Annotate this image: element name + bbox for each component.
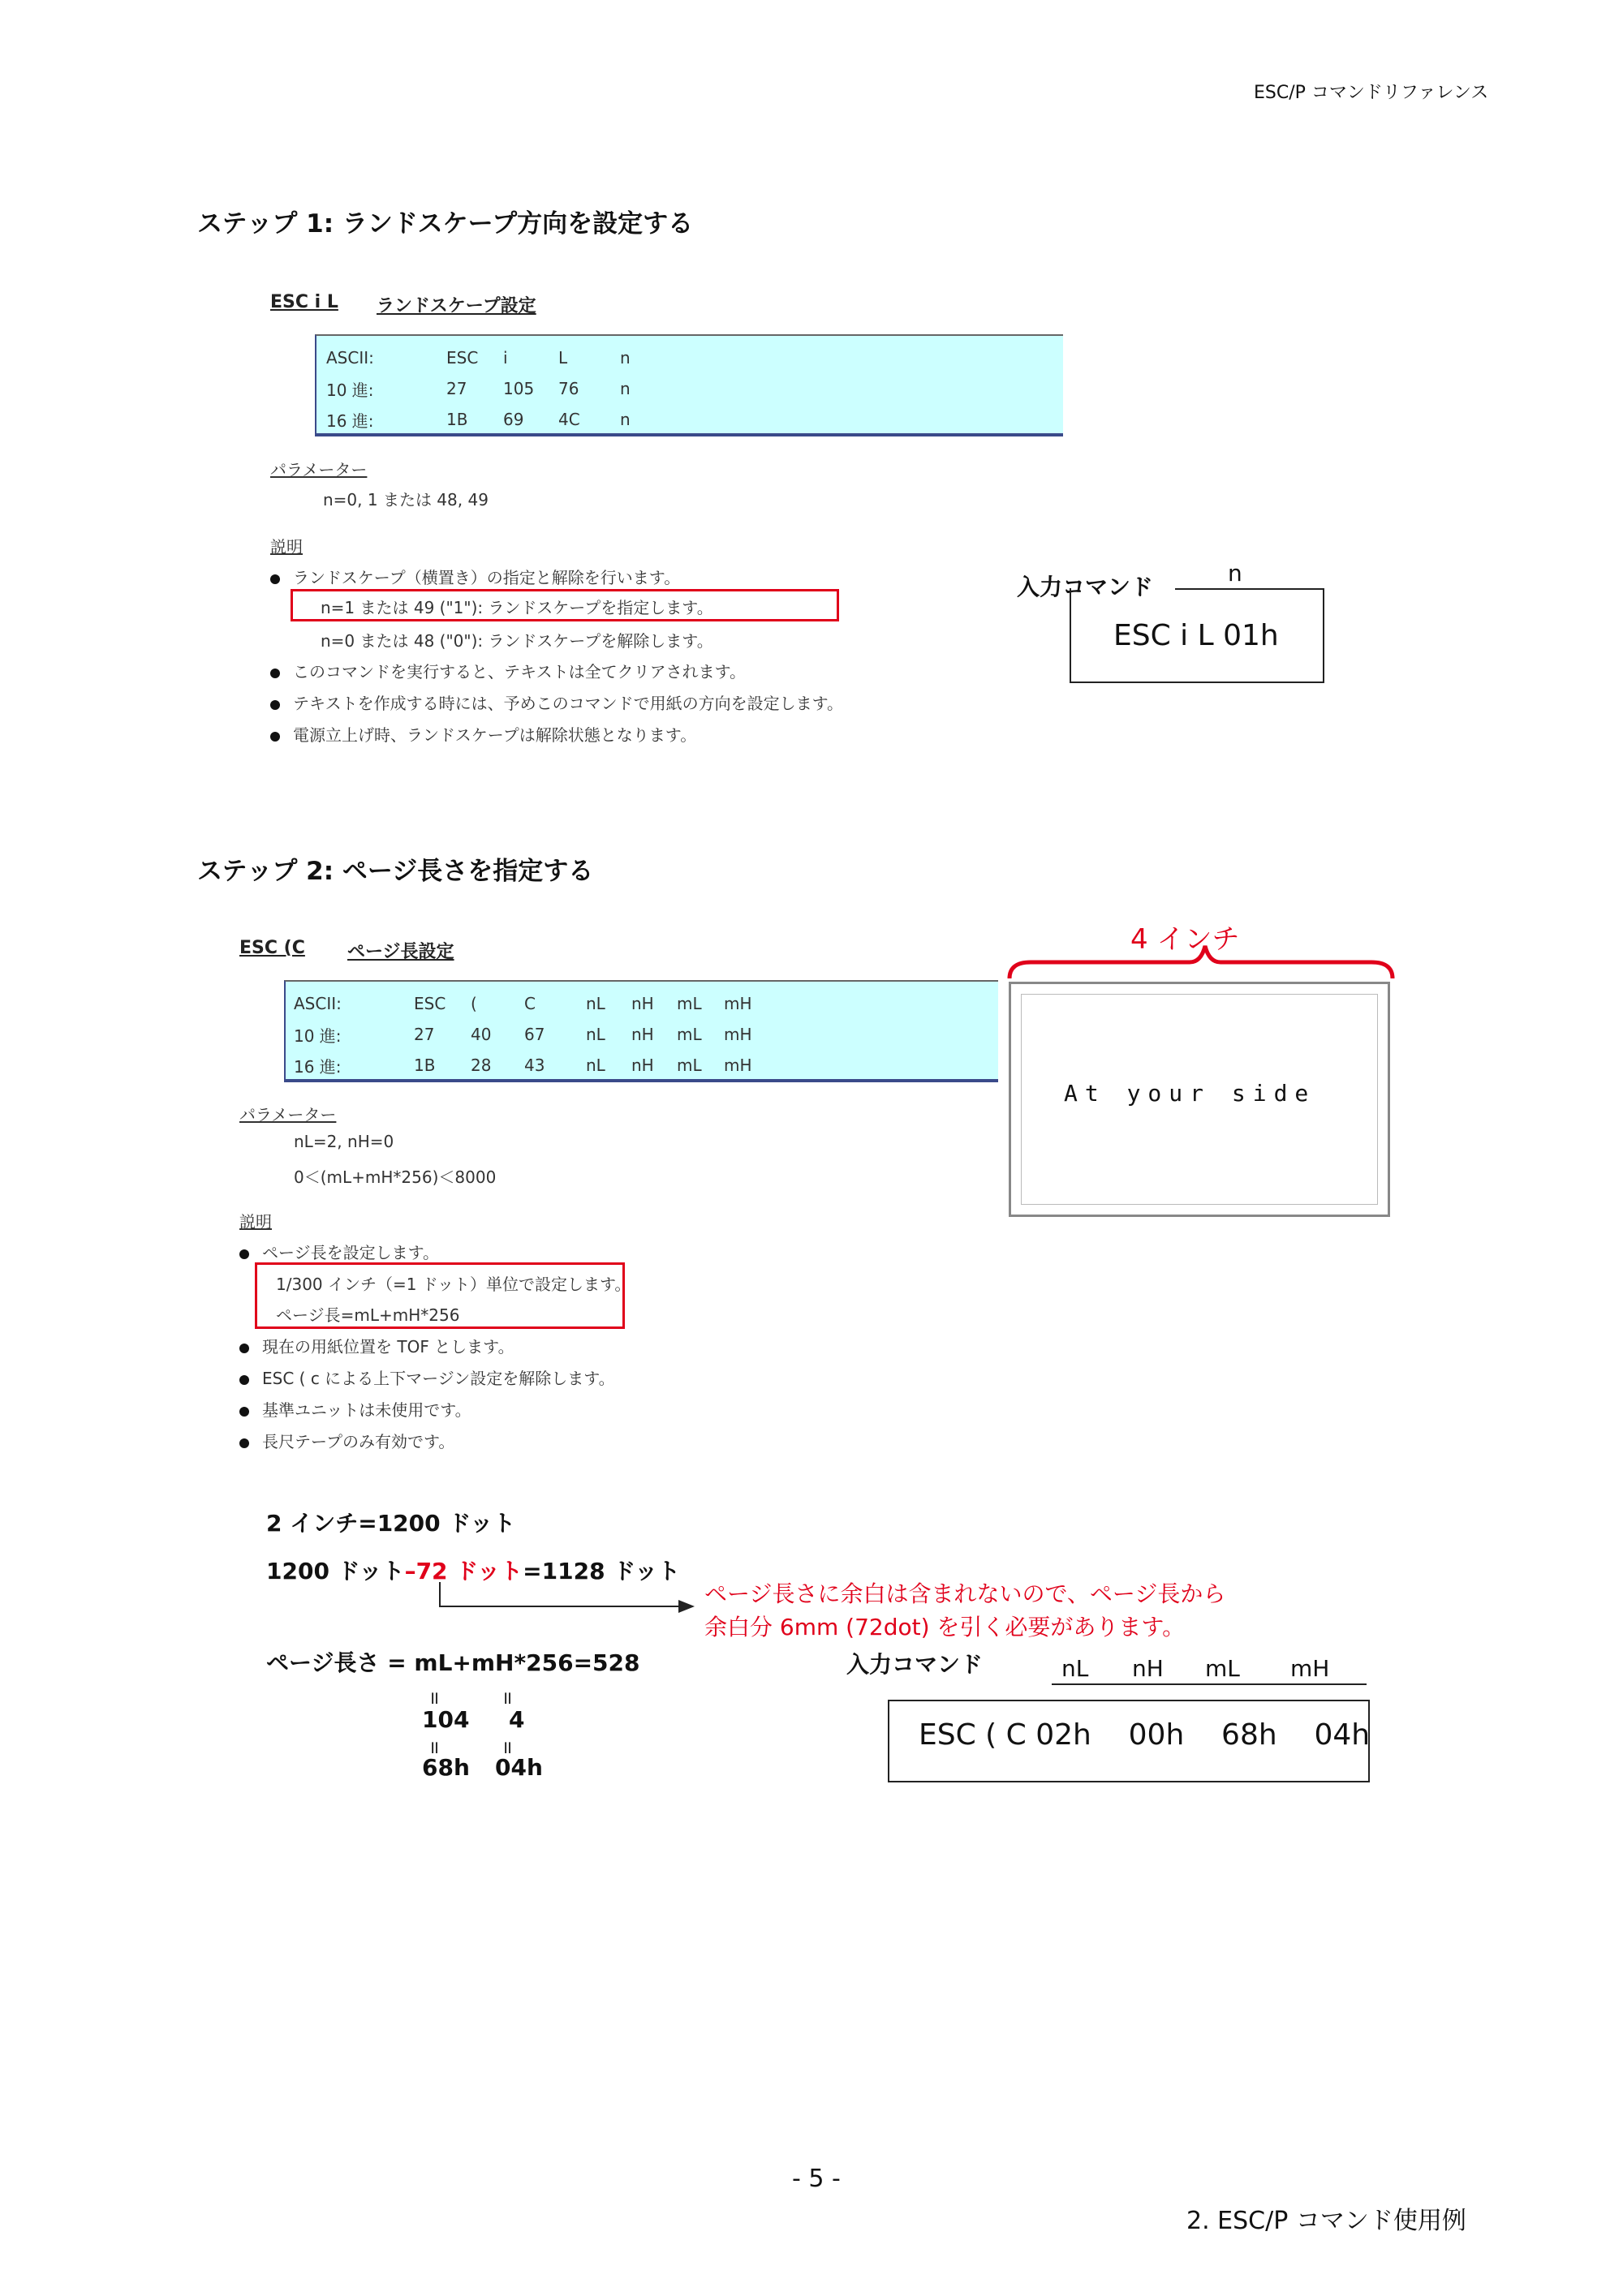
width-brace — [1006, 941, 1396, 982]
step1-heading: ステップ 1: ランドスケープ方向を設定する — [197, 209, 694, 239]
step2-bullet-3 — [239, 1365, 615, 1389]
step1-input-command: ESC i L 01h — [1113, 619, 1279, 652]
step1-desc-heading: 説明 — [270, 537, 303, 557]
header-title: ESC/P コマンドリファレンス — [1254, 83, 1489, 103]
eq-sign: ॥ — [428, 1688, 440, 1709]
calc-line-2 — [266, 1554, 680, 1586]
calc-dots: 1200 ドット — [266, 1558, 405, 1584]
row-label: ASCII: — [294, 994, 342, 1013]
param-label-ml: mL — [1205, 1655, 1240, 1682]
table-cell: nL — [586, 1025, 605, 1044]
table-cell: nL — [586, 994, 605, 1013]
table-cell: mL — [677, 1056, 702, 1075]
table-cell: C — [524, 994, 536, 1013]
step1-bullet-2 — [270, 659, 746, 682]
step2-heading: ステップ 2: ページ長さを指定する — [197, 857, 594, 886]
table-row — [294, 988, 752, 1019]
hex-mh: 04h — [495, 1754, 543, 1781]
table-cell: mL — [677, 1025, 702, 1044]
bullet-dot — [270, 700, 280, 710]
step1-param-heading: パラメーター — [270, 460, 368, 479]
bullet-text: 現在の用紙位置を TOF とします。 — [262, 1337, 514, 1357]
step1-sub-2: n=0 または 48 ("0"): ランドスケープを解除します。 — [321, 631, 713, 651]
step2-bullet-5 — [239, 1429, 454, 1452]
step1-input-label: 入力コマンド — [1017, 574, 1154, 600]
table-cell: 1B — [446, 410, 468, 429]
table-cell: nL — [586, 1056, 605, 1075]
table-cell: nH — [631, 1025, 654, 1044]
step2-command-table — [284, 980, 998, 1082]
calc-margin: –72 ドット — [404, 1558, 523, 1584]
hex-ml: 68h — [422, 1754, 470, 1781]
table-cell: 40 — [471, 1025, 492, 1044]
eq-sign: ॥ — [502, 1738, 513, 1758]
table-cell: ESC — [446, 348, 479, 368]
step2-desc-heading: 説明 — [239, 1212, 272, 1232]
table-cell: mH — [724, 1025, 752, 1044]
table-cell: mL — [677, 994, 702, 1013]
page-number: - 5 - — [792, 2165, 841, 2193]
bullet-dot — [239, 1344, 249, 1353]
row-label: 10 進: — [326, 380, 374, 400]
table-cell: 67 — [524, 1025, 545, 1044]
table-cell: 76 — [558, 379, 579, 398]
bullet-dot — [270, 732, 280, 742]
step1-cmd-desc: ランドスケープ設定 — [377, 296, 536, 316]
param-label-mh: mH — [1290, 1655, 1330, 1682]
table-cell: ( — [471, 994, 477, 1013]
table-cell: 27 — [446, 379, 467, 398]
bullet-dot — [270, 574, 280, 584]
table-cell: n — [620, 379, 631, 398]
table-cell: n — [620, 348, 631, 368]
label-preview-text: At your side — [1064, 1080, 1316, 1107]
value-ml: 104 — [422, 1706, 470, 1733]
step2-cmd-title: ESC (C — [239, 938, 305, 958]
row-label: ASCII: — [326, 348, 374, 368]
step2-input-label: 入力コマンド — [846, 1651, 984, 1678]
step1-sub-1: n=1 または 49 ("1"): ランドスケープを指定します。 — [321, 598, 713, 617]
step2-param-line — [1052, 1683, 1367, 1685]
step2-bullet-2 — [239, 1334, 514, 1357]
bullet-dot — [239, 1438, 249, 1448]
width-label: 4 インチ — [1130, 923, 1240, 956]
step1-command-table — [315, 334, 1063, 436]
bullet-text: 基準ユニットは未使用です。 — [262, 1400, 471, 1420]
bullet-dot — [270, 669, 280, 678]
param-label-nh: nH — [1132, 1655, 1164, 1682]
calc-result: =1128 ドット — [523, 1558, 681, 1584]
eq-sign: ॥ — [502, 1688, 513, 1709]
eq-sign: ॥ — [428, 1738, 440, 1758]
note-line-1: ページ長さに余白は含まれないので、ページ長から — [704, 1580, 1226, 1607]
table-cell: nH — [631, 994, 654, 1013]
calc-line-1: 2 インチ=1200 ドット — [266, 1510, 516, 1537]
step1-n-label: n — [1228, 560, 1242, 587]
row-label: 16 進: — [326, 411, 374, 431]
bullet-text: ランドスケープ（横置き）の指定と解除を行います。 — [293, 568, 681, 587]
bullet-dot — [239, 1375, 249, 1385]
table-row — [326, 373, 631, 404]
step2-sub-2: ページ長=mL+mH*256 — [276, 1305, 460, 1325]
table-row — [326, 404, 631, 435]
step2-bullet-1 — [239, 1240, 439, 1263]
bullet-text: ページ長を設定します。 — [262, 1243, 439, 1262]
table-row — [294, 1019, 752, 1050]
step1-cmd-title: ESC i L — [270, 292, 338, 312]
value-mh: 4 — [509, 1706, 525, 1733]
step2-param-1: nL=2, nH=0 — [294, 1132, 394, 1151]
calc-line-3: ページ長さ = mL+mH*256=528 — [266, 1649, 640, 1676]
table-cell: 4C — [558, 410, 580, 429]
step2-param-heading: パラメーター — [239, 1105, 337, 1124]
step2-input-command: ESC ( C 02h 00h 68h 04h — [919, 1718, 1371, 1752]
table-cell: 28 — [471, 1056, 492, 1075]
bullet-text: ESC ( c による上下マージン設定を解除します。 — [262, 1369, 615, 1388]
param-label-nl: nL — [1061, 1655, 1089, 1682]
table-cell: n — [620, 410, 631, 429]
table-cell: 43 — [524, 1056, 545, 1075]
step1-param-text: n=0, 1 または 48, 49 — [323, 490, 489, 510]
bullet-dot — [239, 1407, 249, 1417]
table-row — [326, 342, 631, 373]
step1-bullet-1 — [270, 565, 680, 588]
note-line-2: 余白分 6mm (72dot) を引く必要があります。 — [704, 1614, 1186, 1640]
step1-bullet-3 — [270, 690, 843, 714]
step2-sub-1: 1/300 インチ（=1 ドット）単位で設定します。 — [276, 1275, 631, 1294]
bullet-text: 長尺テープのみ有効です。 — [262, 1432, 455, 1451]
table-cell: 105 — [503, 379, 535, 398]
table-cell: i — [503, 348, 508, 368]
step2-param-2: 0＜(mL+mH*256)＜8000 — [294, 1167, 497, 1187]
table-cell: nH — [631, 1056, 654, 1075]
bullet-text: 電源立上げ時、ランドスケープは解除状態となります。 — [293, 725, 697, 745]
step1-bullet-4 — [270, 722, 696, 746]
bullet-dot — [239, 1249, 249, 1259]
table-cell: ESC — [414, 994, 446, 1013]
footer-section: 2. ESC/P コマンド使用例 — [1186, 2207, 1466, 2235]
row-label: 10 進: — [294, 1025, 342, 1046]
step2-cmd-desc: ページ長設定 — [347, 942, 454, 962]
bullet-text: テキストを作成する時には、予めこのコマンドで用紙の方向を設定します。 — [293, 694, 843, 713]
table-cell: 69 — [503, 410, 524, 429]
table-cell: L — [558, 348, 568, 368]
bullet-text: このコマンドを実行すると、テキストは全てクリアされます。 — [293, 662, 746, 681]
step2-bullet-4 — [239, 1397, 471, 1421]
table-cell: 1B — [414, 1056, 436, 1075]
row-label: 16 進: — [294, 1056, 342, 1077]
note-arrow — [438, 1582, 698, 1623]
table-cell: 27 — [414, 1025, 435, 1044]
table-row — [294, 1050, 752, 1081]
table-cell: mH — [724, 1056, 752, 1075]
table-cell: mH — [724, 994, 752, 1013]
label-preview — [1009, 982, 1390, 1217]
